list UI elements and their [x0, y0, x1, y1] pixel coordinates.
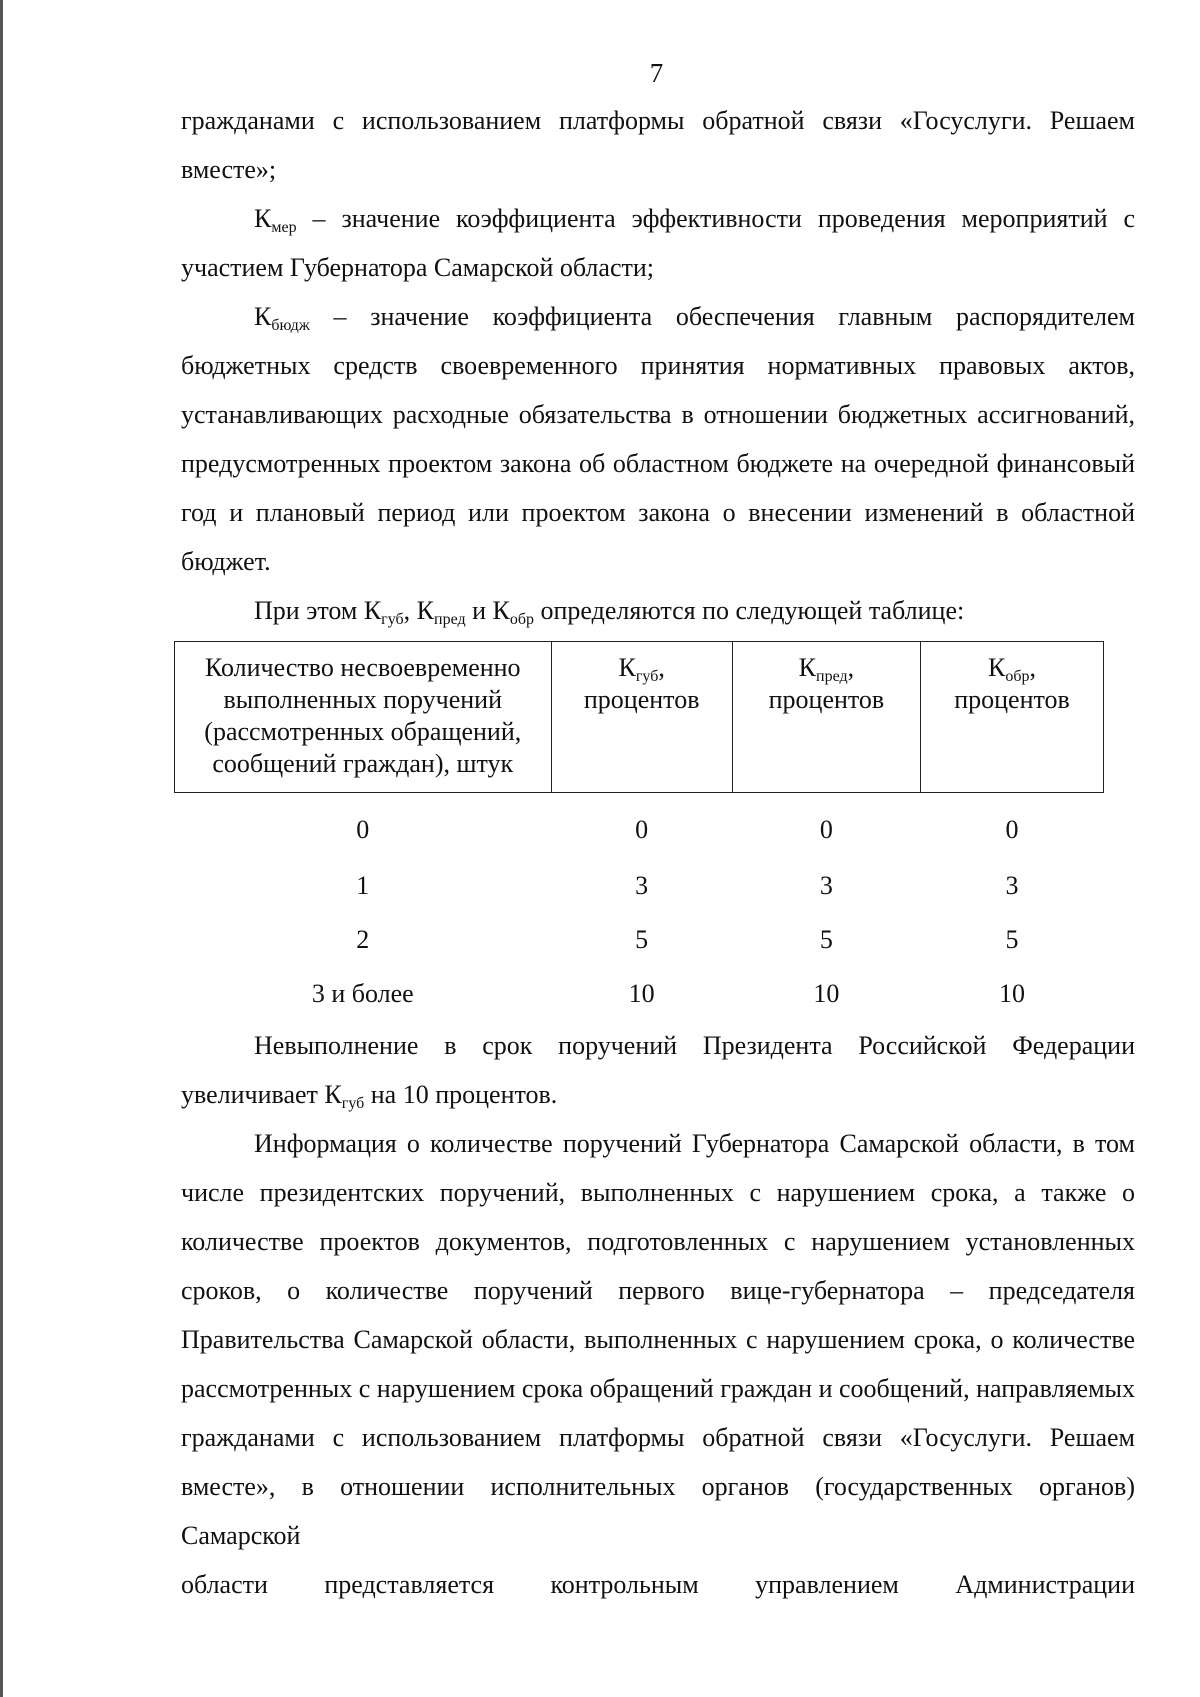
- paragraph-text: – значение коэффициента эффективности проведения мероприятий с участием Губернатора Самарской области;: [181, 204, 1135, 282]
- paragraph-text: Невыполнение в срок поручений Президента Российской Федерации увеличивает К: [181, 1031, 1135, 1109]
- header-k-obr: [920, 642, 1103, 793]
- coef-subscript: мер: [271, 219, 297, 236]
- paragraph-text: на 10 процентов.: [364, 1080, 558, 1109]
- table-row: [175, 967, 1104, 1021]
- paragraph-information-last-line: области представляется контрольным управлением Администрации: [181, 1570, 1135, 1599]
- paragraph-k-budzh: [181, 292, 1135, 586]
- table-row: [175, 793, 1104, 860]
- table-cell: 1: [356, 871, 370, 900]
- table-row: [175, 859, 1104, 913]
- intro-text: , К: [403, 596, 435, 625]
- paragraph-continuation: гражданами с использованием платформы обратной связи «Госуслуги. Решаем вместе»;: [181, 106, 1135, 184]
- intro-text: При этом К: [254, 596, 382, 625]
- coef-symbol: К: [798, 653, 817, 682]
- coef-symbol: К: [254, 302, 272, 331]
- table-cell: 10: [628, 979, 655, 1008]
- table-cell: 0: [1005, 815, 1019, 844]
- table-cell: 0: [356, 815, 370, 844]
- coef-subscript: губ: [341, 1095, 365, 1112]
- table-cell: 5: [819, 925, 833, 954]
- coef-subscript: губ: [635, 668, 659, 685]
- header-quantity: Количество несвоевременно выполненных поручений (рассмотренных обращений, сообщений граждан), штук: [175, 642, 552, 793]
- table-cell: 3: [819, 871, 833, 900]
- coef-symbol: К: [988, 653, 1006, 682]
- paragraph-text: – значение коэффициента обеспечения главным распорядителем бюджетных средств своевременного принятия нормативных правовых актов, устанавливающих расходные обязательства в отношении бюджетных ассигнований, предусмотренных проектом закона об областном бюджете на очередной финансовый год и плановый период или проектом закона о внесении изменений в областной бюджет.: [181, 302, 1135, 576]
- header-unit: , процентов: [954, 653, 1070, 714]
- table-row: [175, 913, 1104, 967]
- table-cell: 0: [819, 815, 833, 844]
- page-number: 7: [649, 58, 664, 88]
- coef-subscript: обр: [509, 611, 535, 628]
- document-body: [181, 96, 1135, 1609]
- scan-edge: [0, 0, 3, 1697]
- paragraph-president-orders: [181, 1021, 1135, 1119]
- table-cell: 5: [635, 925, 649, 954]
- intro-text: определяются по следующей таблице:: [534, 596, 965, 625]
- coef-subscript: бюдж: [271, 317, 310, 334]
- paragraph-table-intro: [181, 586, 1135, 635]
- coef-subscript: пред: [816, 668, 848, 685]
- intro-text: и К: [465, 596, 510, 625]
- table-header-row: [175, 642, 1104, 793]
- coefficients-table: [174, 641, 1104, 1021]
- paragraph-information: Информация о количестве поручений Губернатора Самарской области, в том числе президентских поручений, выполненных с нарушением срока, а также о количестве проектов документов, подготовленных с нарушением установленных сроков, о количестве поручений первого вице-губернатора – председателя Правительства Самарской области, выполненных с нарушением срока, о количестве рассмотренных с нарушением срока обращений граждан и сообщений, направляемых гражданами с использованием платформы обратной связи «Госуслуги. Решаем вместе», в отношении исполнительных органов (государственных органов) Самарской: [181, 1129, 1135, 1550]
- header-unit: , процентов: [583, 653, 700, 714]
- table-cell: 3: [1005, 871, 1019, 900]
- header-unit: , процентов: [768, 653, 885, 714]
- coef-subscript: обр: [1005, 668, 1030, 685]
- coef-subscript: пред: [434, 611, 466, 628]
- table-cell: 3: [635, 871, 649, 900]
- header-k-pred: [732, 642, 920, 793]
- table-cell: 3 и более: [311, 979, 414, 1008]
- table-cell: 5: [1005, 925, 1019, 954]
- coef-subscript: губ: [381, 611, 404, 628]
- coef-symbol: К: [618, 653, 636, 682]
- header-k-gub: [551, 642, 732, 793]
- table-cell: 2: [356, 925, 370, 954]
- table-cell: 0: [635, 815, 649, 844]
- table-cell: 10: [998, 979, 1025, 1008]
- coef-symbol: К: [254, 204, 272, 233]
- table-cell: 10: [813, 979, 840, 1008]
- paragraph-k-mer: [181, 194, 1135, 292]
